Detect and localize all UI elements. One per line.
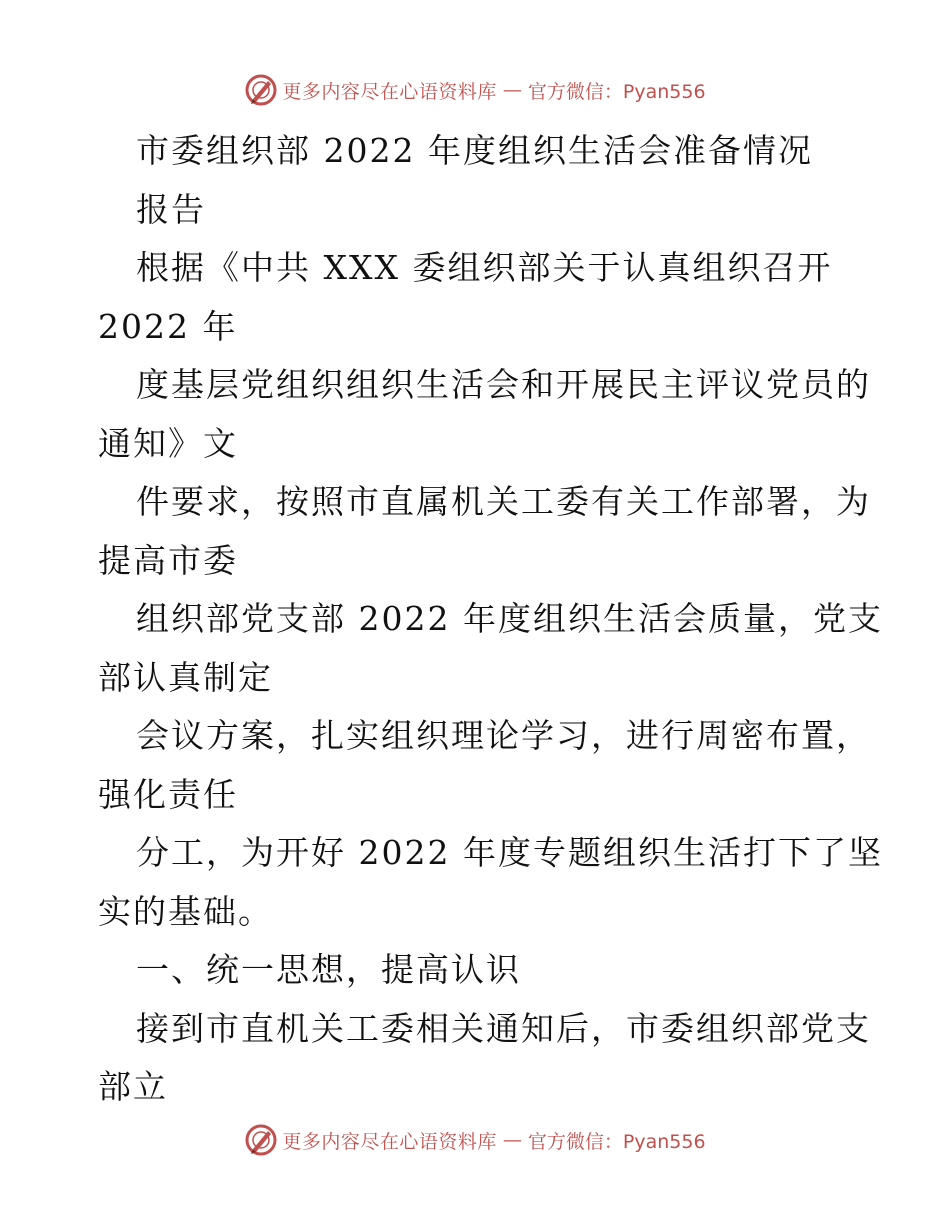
paragraph-line: 部认真制定 [98, 657, 273, 697]
banner-title: 更多内容尽在心语资料库 [282, 80, 497, 103]
banner-contact: 官方微信：Pyan556 [527, 1130, 706, 1153]
footer-banner [0, 1120, 950, 1160]
banner-dash: — [502, 79, 522, 101]
section-heading: 一、统一思想，提高认识 [136, 950, 521, 989]
paragraph-line: 根据《中共 XXX 委组织部关于认真组织召开 [136, 248, 833, 287]
paragraph-line: 分工，为开好 2022 年度专题组织生活打下了坚 [136, 833, 883, 872]
doc-title-line-1: 市委组织部 2022 年度组织生活会准备情况 [136, 131, 813, 170]
paragraph-line: 提高市委 [98, 540, 238, 580]
pen-logo-icon [244, 73, 278, 107]
paragraph-line: 实的基础。 [98, 891, 273, 931]
paragraph-line: 通知》文 [98, 423, 238, 463]
pen-logo-icon [244, 1123, 278, 1157]
paragraph-line: 强化责任 [98, 774, 238, 814]
document-body [98, 122, 883, 1117]
header-banner [0, 70, 950, 110]
paragraph-line: 2022 年 [98, 306, 238, 346]
banner-title: 更多内容尽在心语资料库 [282, 1130, 497, 1153]
paragraph-line: 度基层党组织组织生活会和开展民主评议党员的 [136, 365, 871, 404]
paragraph-line: 部立 [98, 1067, 168, 1106]
paragraph-line: 接到市直机关工委相关通知后，市委组织部党支 [136, 1008, 871, 1048]
doc-title-line-2: 报告 [136, 189, 206, 229]
paragraph-line: 会议方案，扎实组织理论学习，进行周密布置， [136, 716, 871, 755]
paragraph-line: 件要求，按照市直属机关工委有关工作部署，为 [136, 482, 871, 521]
banner-dash: — [502, 1129, 522, 1151]
banner-contact: 官方微信：Pyan556 [527, 80, 706, 103]
paragraph-line: 组织部党支部 2022 年度组织生活会质量，党支 [136, 599, 883, 638]
